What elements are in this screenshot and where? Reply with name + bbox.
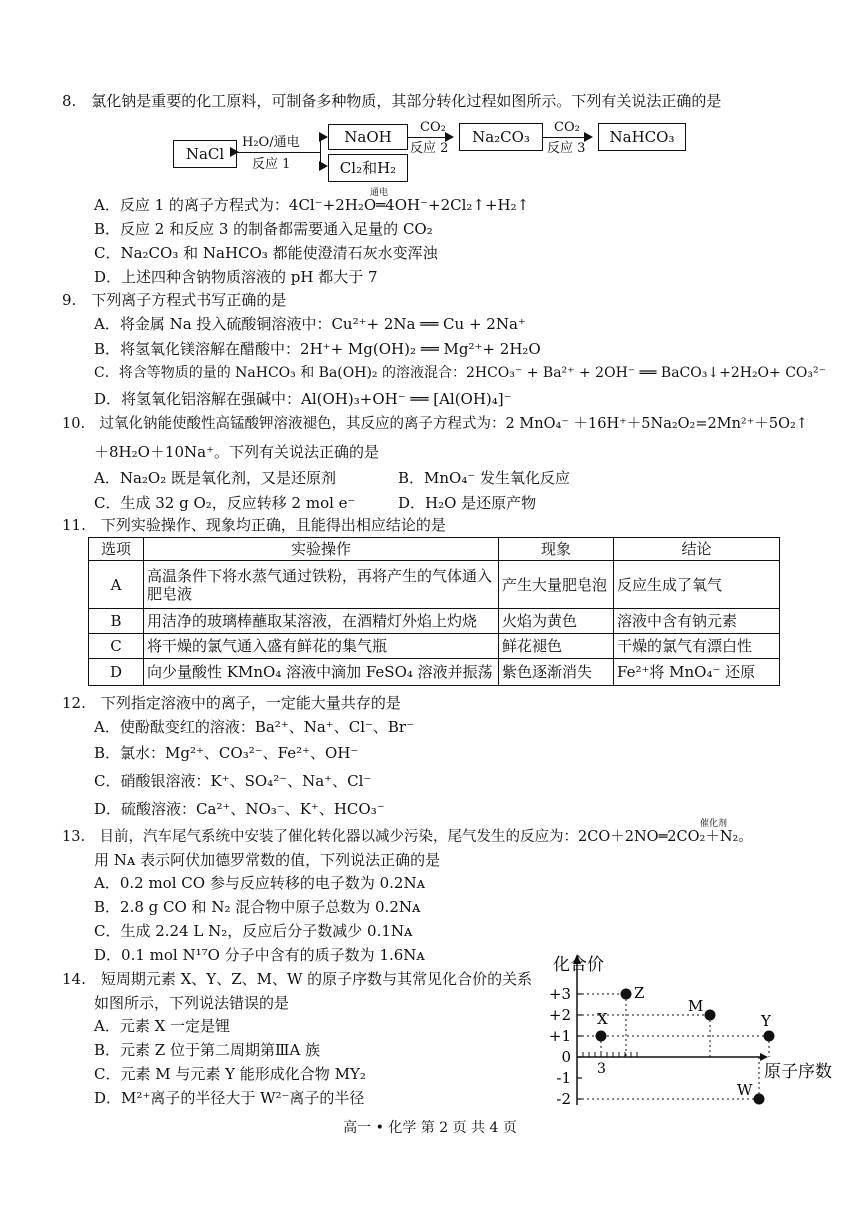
q8-option-a: A．反应 1 的离子方程式为：4Cl⁻+2H₂O═4OH⁻+2Cl₂↑+H₂↑: [94, 196, 530, 214]
arrow-cl2h2: [320, 166, 326, 167]
arrow-naoh: [320, 137, 326, 138]
row-a-operation: 高温条件下将水蒸气通过铁粉，再将产生的气体通入肥皂液: [144, 561, 499, 609]
q10-option-b: B．MnO₄⁻ 发生氧化反应: [398, 469, 571, 487]
nahco3-box: NaHCO₃: [598, 123, 686, 151]
q12-option-b: B．氯水：Mg²⁺、CO₃²⁻、Fe²⁺、OH⁻: [94, 744, 359, 762]
row-a-conclusion: 反应生成了氧气: [614, 561, 780, 609]
r3-top-label: CO₂: [554, 120, 580, 135]
arrow-r3: [543, 137, 591, 138]
q8-option-b: B．反应 2 和反应 3 的制备都需要通入足量的 CO₂: [94, 220, 433, 238]
point-W: [754, 1094, 765, 1105]
q10-line2: ＋8H₂O＋10Na⁺。下列有关说法正确的是: [94, 443, 380, 461]
y-tick-label: -2: [556, 1090, 571, 1108]
row-d-conclusion: Fe²⁺将 MnO₄⁻ 还原: [614, 659, 780, 686]
r1-bottom-label: 反应 1: [252, 157, 291, 172]
q12-option-d: D．硫酸溶液：Ca²⁺、NO₃⁻、K⁺、HCO₃⁻: [94, 800, 385, 818]
header-operation: 实验操作: [144, 538, 499, 561]
r3-bottom-label: 反应 3: [547, 141, 586, 156]
q14-option-a: A．元素 X 一定是锂: [94, 1017, 231, 1035]
q12-stem: 12. 下列指定溶液中的离子，一定能大量共存的是: [62, 694, 401, 712]
point-label-Y: Y: [761, 1012, 771, 1030]
header-phenomenon: 现象: [499, 538, 614, 561]
q10-option-d: D．H₂O 是还原产物: [398, 494, 537, 512]
x-axis-label: 原子序数: [764, 1062, 832, 1082]
row-b-operation: 用洁净的玻璃棒蘸取某溶液，在酒精灯外焰上灼烧: [144, 609, 499, 634]
q14-option-d: D．M²⁺离子的半径大于 W²⁻离子的半径: [94, 1089, 365, 1107]
point-Y: [764, 1031, 775, 1042]
row-c-option: C: [89, 634, 144, 659]
cl2h2-box: Cl₂和H₂: [328, 154, 408, 182]
table-row: [89, 609, 780, 634]
q10-line1: 10. 过氧化钠能使酸性高锰酸钾溶液褪色，其反应的离子方程式为：2 MnO₄⁻ ＋16H⁺＋5Na₂O₂=2Mn²⁺＋5O₂↑: [62, 416, 808, 432]
q14-line2: 如图所示，下列说法错误的是: [94, 994, 290, 1012]
q12-option-a: A．使酚酞变红的溶液：Ba²⁺、Na⁺、Cl⁻、Br⁻: [94, 718, 415, 736]
header-conclusion: 结论: [614, 538, 780, 561]
r2-bottom-label: 反应 2: [410, 141, 449, 156]
row-c-operation: 将干燥的氯气通入盛有鲜花的集气瓶: [144, 634, 499, 659]
row-d-operation: 向少量酸性 KMnO₄ 溶液中滴加 FeSO₄ 溶液并振荡: [144, 659, 499, 686]
q11-stem: 11. 下列实验操作、现象均正确，且能得出相应结论的是: [62, 516, 446, 534]
table-row: [89, 659, 780, 686]
y-tick-label: +2: [548, 1006, 571, 1024]
q13-line2: 用 Nᴀ 表示阿伏加德罗常数的值，下列说法正确的是: [94, 851, 441, 869]
arrow-r2: [408, 137, 452, 138]
q9-option-c: C．将含等物质的量的 NaHCO₃ 和 Ba(OH)₂ 的溶液混合：2HCO₃⁻ + Ba²⁺ + 2OH⁻ ══ BaCO₃↓+2H₂O+ CO₃²⁻: [94, 365, 827, 381]
point-label-Z: Z: [634, 984, 645, 1002]
valence-chart: [520, 948, 840, 1118]
row-d-option: D: [89, 659, 144, 686]
row-b-option: B: [89, 609, 144, 634]
q8-option-d: D．上述四种含钠物质溶液的 pH 都大于 7: [94, 268, 378, 286]
q8-option-a-condition: 通电: [370, 188, 389, 198]
q13-line1: 13. 目前，汽车尾气系统中安装了催化转化器以减少污染，尾气发生的反应为：2CO＋2NO═2CO₂＋N₂。: [62, 829, 753, 845]
q13-option-d: D．0.1 mol N¹⁷O 分子中含有的质子数为 1.6Nᴀ: [94, 946, 425, 964]
row-d-phenomenon: 紫色逐渐消失: [499, 659, 614, 686]
row-b-phenomenon: 火焰为黄色: [499, 609, 614, 634]
q12-option-c: C．硝酸银溶液：K⁺、SO₄²⁻、Na⁺、Cl⁻: [94, 772, 372, 790]
y-axis-label: 化合价: [553, 955, 604, 975]
y-tick-label: -1: [556, 1069, 571, 1087]
q9-option-b: B．将氢氧化镁溶解在醋酸中：2H⁺+ Mg(OH)₂ ══ Mg²⁺+ 2H₂O: [94, 340, 541, 358]
row-a-option: A: [89, 561, 144, 609]
point-label-X: X: [597, 1010, 608, 1028]
row-c-conclusion: 干燥的氯气有漂白性: [614, 634, 780, 659]
q8-option-c: C．Na₂CO₃ 和 NaHCO₃ 都能使澄清石灰水变浑浊: [94, 244, 438, 262]
point-label-W: W: [737, 1081, 753, 1099]
x-axis-arrow: [760, 1053, 768, 1061]
naoh-box: NaOH: [328, 124, 408, 150]
row-b-conclusion: 溶液中含有钠元素: [614, 609, 780, 634]
q13-option-a: A．0.2 mol CO 参与反应转移的电子数为 0.2Nᴀ: [94, 874, 426, 892]
nacl-box: NaCl: [173, 140, 237, 168]
q10-option-c: C．生成 32 g O₂，反应转移 2 mol e⁻: [94, 494, 356, 512]
y-tick-label: +3: [548, 985, 571, 1003]
row-a-phenomenon: 产生大量肥皂泡: [499, 561, 614, 609]
r2-top-label: CO₂: [420, 120, 446, 135]
r1-top-label: H₂O/通电: [242, 135, 300, 150]
q9-stem: 9. 下列离子方程式书写正确的是: [62, 291, 287, 309]
table-header-row: [89, 538, 780, 561]
q14-line1: 14. 短周期元素 X、Y、Z、M、W 的原子序数与其常见化合价的关系: [62, 970, 533, 988]
y-tick-label: +1: [548, 1027, 571, 1045]
q14-option-c: C．元素 M 与元素 Y 能形成化合物 MY₂: [94, 1065, 366, 1083]
na2co3-box: Na₂CO₃: [459, 123, 543, 151]
point-M: [705, 1010, 716, 1021]
q10-option-a: A．Na₂O₂ 既是氧化剂，又是还原剂: [94, 469, 336, 487]
point-label-M: M: [688, 997, 704, 1015]
q9-option-a: A．将金属 Na 投入硫酸铜溶液中：Cu²⁺+ 2Na ══ Cu + 2Na⁺: [94, 315, 526, 333]
q8-stem: 8. 氯化钠是重要的化工原料，可制备多种物质，其部分转化过程如图所示。下列有关说法正确的是: [62, 92, 722, 110]
row-c-phenomenon: 鲜花褪色: [499, 634, 614, 659]
table-row: [89, 561, 780, 609]
q9-option-d: D．将氢氧化铝溶解在强碱中：Al(OH)₃+OH⁻ ══ [Al(OH)₄]⁻: [94, 390, 512, 408]
q11-table: [88, 537, 780, 686]
header-option: 选项: [89, 538, 144, 561]
q13-option-b: B．2.8 g CO 和 N₂ 混合物中原子总数为 0.2Nᴀ: [94, 898, 421, 916]
y-tick-label: 0: [561, 1048, 571, 1066]
x-tick-label: 3: [597, 1061, 606, 1077]
point-Z: [621, 989, 632, 1000]
q13-option-c: C．生成 2.24 L N₂，反应后分子数减少 0.1Nᴀ: [94, 922, 413, 940]
table-row: [89, 634, 780, 659]
q13-condition: 催化剂: [700, 819, 728, 829]
q14-option-b: B．元素 Z 位于第二周期第ⅢA 族: [94, 1041, 321, 1059]
page-footer: 高一 • 化学 第 2 页 共 4 页: [343, 1120, 517, 1136]
